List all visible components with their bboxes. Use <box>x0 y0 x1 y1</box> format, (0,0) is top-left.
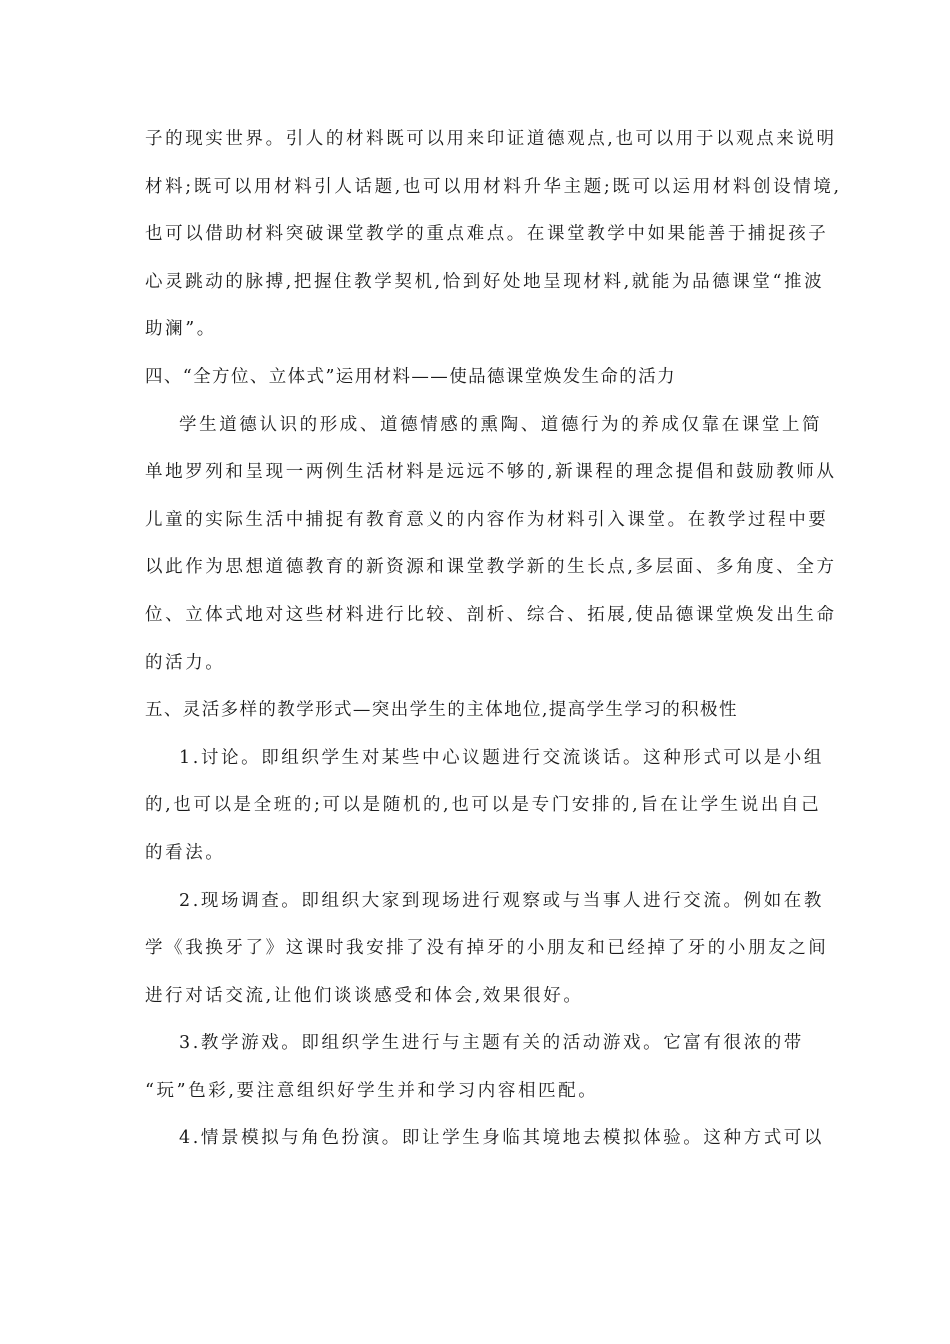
text-line: 材料;既可以用材料引人话题,也可以用材料升华主题;既可以运用材料创设情境, <box>145 176 842 197</box>
text-line: 2.现场调查。即组织大家到现场进行观察或与当事人进行交流。例如在教 <box>179 890 824 911</box>
text-line: 助澜”。 <box>145 319 217 340</box>
list-item <box>145 1115 824 1163</box>
text-line: 4.情景模拟与角色扮演。即让学生身临其境地去模拟体验。这种方式可以 <box>179 1128 824 1149</box>
text-line: 1.讨论。即组织学生对某些中心议题进行交流谈话。这种形式可以是小组 <box>179 747 824 768</box>
text-line: 的看法。 <box>145 842 226 863</box>
heading-line: 五、灵活多样的教学形式—突出学生的主体地位,提高学生学习的积极性 <box>145 700 738 721</box>
list-item <box>145 878 829 1021</box>
text-line: 位、立体式地对这些材料进行比较、剖析、综合、拓展,使品德课堂焕发出生命 <box>145 604 837 625</box>
document-body <box>145 116 842 1163</box>
text-line: 子的现实世界。引人的材料既可以用来印证道德观点,也可以用于以观点来说明 <box>145 129 837 149</box>
text-line: 学生道德认识的形成、道德情感的熏陶、道德行为的养成仅靠在课堂上简 <box>179 414 823 435</box>
text-line: “玩”色彩,要注意组织好学生并和学习内容相匹配。 <box>145 1080 599 1101</box>
text-line: 3.教学游戏。即组织学生进行与主题有关的活动游戏。它富有很浓的带 <box>179 1033 804 1054</box>
text-line: 进行对话交流,让他们谈谈感受和体会,效果很好。 <box>145 985 584 1006</box>
text-line: 的,也可以是全班的;可以是随机的,也可以是专门安排的,旨在让学生说出自己 <box>145 795 822 816</box>
text-line: 以此作为思想道德教育的新资源和课堂教学新的生长点,多层面、多角度、全方 <box>145 557 837 578</box>
heading-line: 四、“全方位、立体式”运用材料——使品德课堂焕发生命的活力 <box>145 366 676 387</box>
section-heading <box>145 354 817 402</box>
text-line: 心灵跳动的脉搏,把握住教学契机,恰到好处地呈现材料,就能为品德课堂“推波 <box>145 271 825 292</box>
section-heading <box>145 687 817 735</box>
text-line: 的活力。 <box>145 652 226 673</box>
text-line: 单地罗列和呈现一两例生活材料是远远不够的,新课程的理念提倡和鼓励教师从 <box>145 462 837 483</box>
paragraph <box>145 116 842 354</box>
text-line: 学《我换牙了》这课时我安排了没有掉牙的小朋友和已经掉了牙的小朋友之间 <box>145 938 829 959</box>
paragraph <box>145 402 837 688</box>
list-item <box>145 1020 817 1115</box>
list-item <box>145 735 824 878</box>
text-line: 儿童的实际生活中捕捉有教育意义的内容作为材料引入课堂。在教学过程中要 <box>145 509 829 530</box>
text-line: 也可以借助材料突破课堂教学的重点难点。在课堂教学中如果能善于捕捉孩子 <box>145 224 829 245</box>
